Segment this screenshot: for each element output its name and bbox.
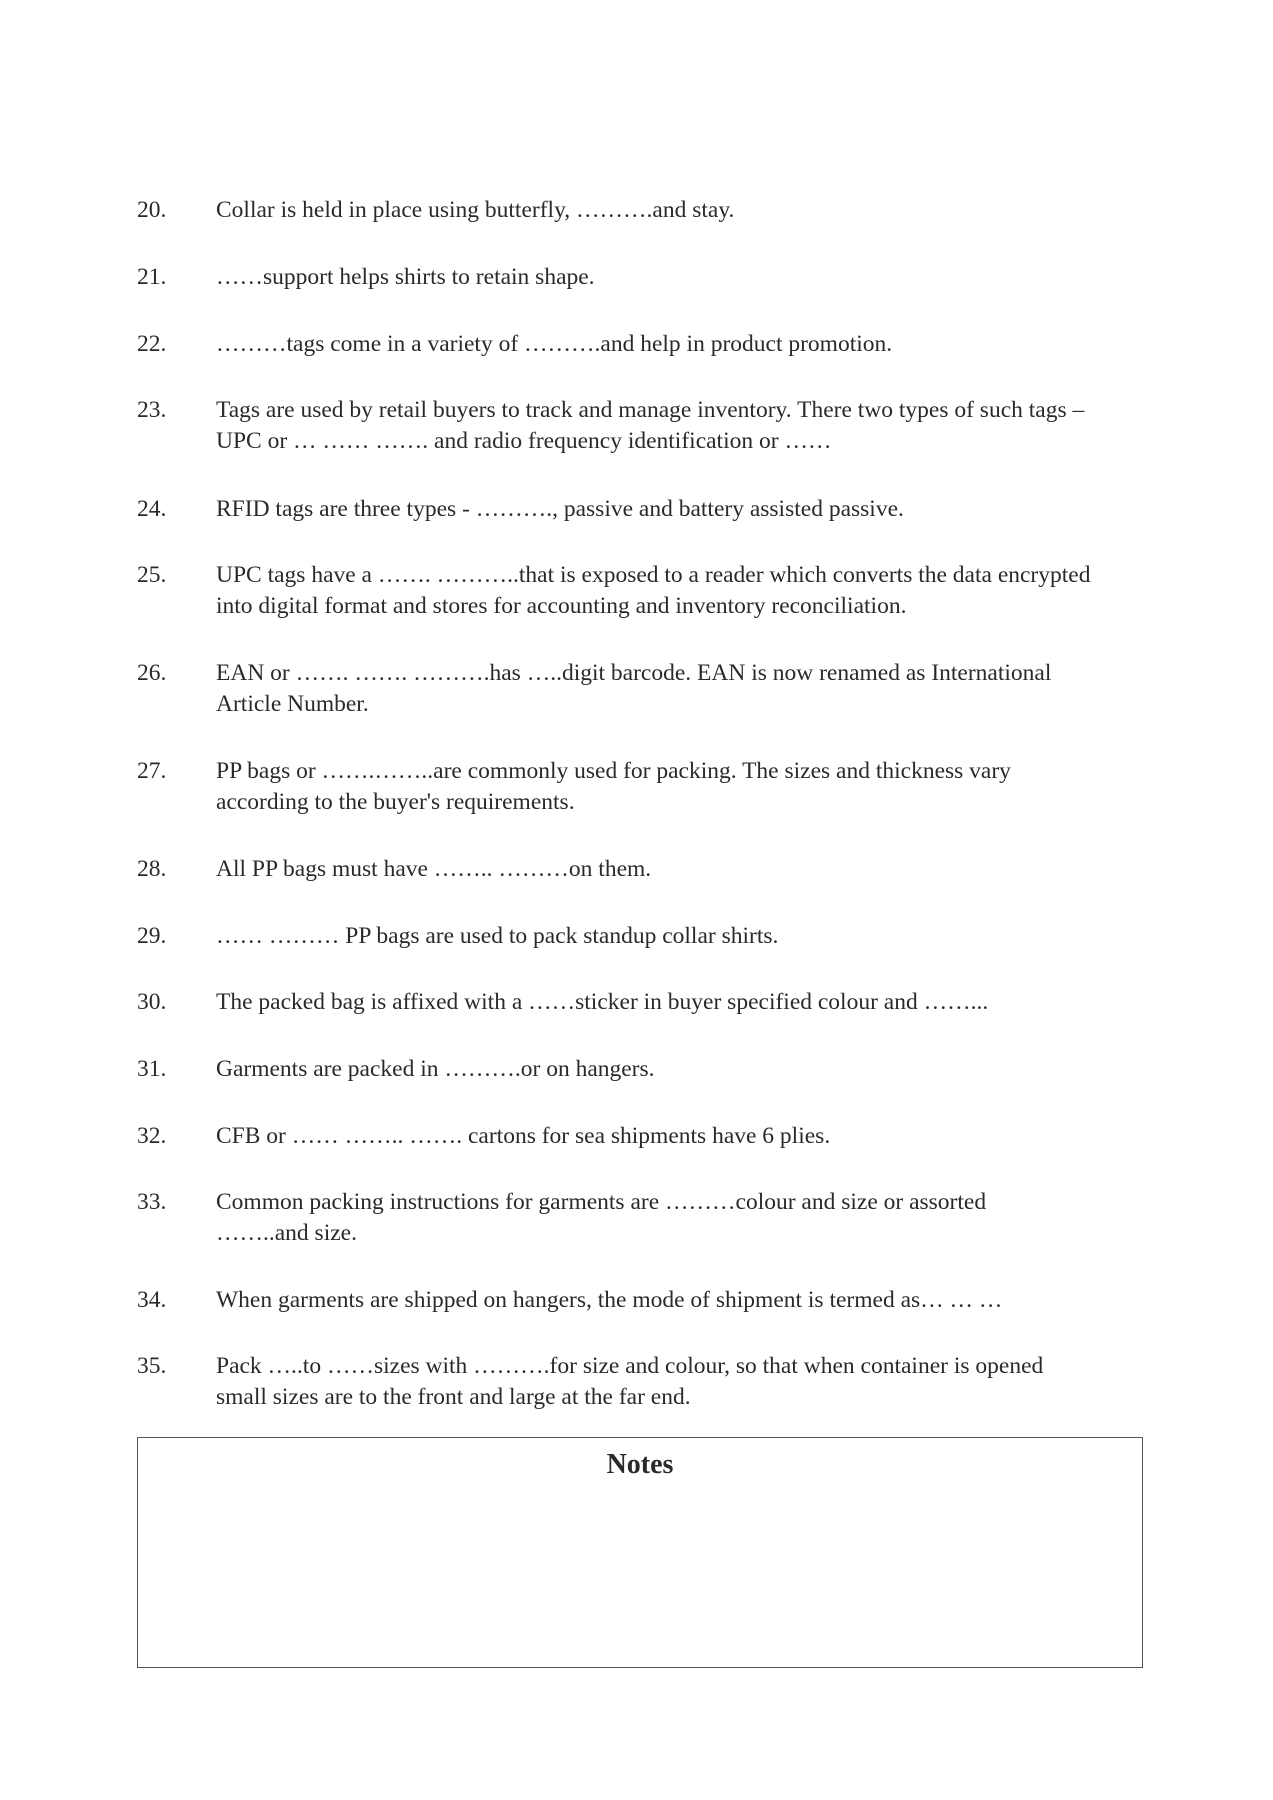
question-number: 35.: [137, 1353, 167, 1379]
question-text: Collar is held in place using butterfly, ……….and stay.: [216, 197, 735, 223]
question-number: 31.: [137, 1056, 167, 1082]
question-text: ………tags come in a variety of ……….and help in product promotion.: [216, 331, 893, 357]
question-number: 32.: [137, 1123, 167, 1149]
question-text: Common packing instructions for garments are ………colour and size or assorted ……..and size.: [216, 1189, 987, 1246]
question-text: RFID tags are three types - ………., passive and battery assisted passive.: [216, 496, 904, 522]
question-number: 29.: [137, 923, 167, 949]
question-text: Garments are packed in ……….or on hangers.: [216, 1056, 655, 1082]
question-number: 24.: [137, 496, 167, 522]
notes-box: [137, 1437, 1143, 1668]
question-number: 21.: [137, 264, 167, 290]
notes-title: Notes: [606, 1449, 674, 1480]
question-number: 30.: [137, 989, 167, 1015]
question-number: 33.: [137, 1189, 167, 1215]
question-text: All PP bags must have …….. ………on them.: [216, 856, 652, 882]
question-number: 25.: [137, 562, 167, 588]
question-text: …… ……… PP bags are used to pack standup collar shirts.: [216, 923, 779, 949]
question-number: 28.: [137, 856, 167, 882]
question-number: 34.: [137, 1287, 167, 1313]
question-number: 26.: [137, 660, 167, 686]
question-text: When garments are shipped on hangers, the mode of shipment is termed as… … …: [216, 1287, 1003, 1313]
question-text: The packed bag is affixed with a ……sticker in buyer specified colour and ……...: [216, 989, 989, 1015]
question-text: CFB or …… …….. ……. cartons for sea shipments have 6 plies.: [216, 1123, 831, 1149]
question-text: ……support helps shirts to retain shape.: [216, 264, 595, 290]
question-number: 22.: [137, 331, 167, 357]
question-number: 20.: [137, 197, 167, 223]
question-number: 27.: [137, 758, 167, 784]
question-text: Tags are used by retail buyers to track and manage inventory. There two types of such tags – UPC or … …… ……. and radio frequency identification or ……: [216, 397, 1085, 454]
question-text: EAN or ……. ……. ……….has …..digit barcode. EAN is now renamed as International Article Number.: [216, 660, 1052, 717]
question-text: UPC tags have a ……. ………..that is exposed to a reader which converts the data encrypted into digital format and stores for accounting and inventory reconciliation.: [216, 562, 1091, 619]
question-number: 23.: [137, 397, 167, 423]
question-text: Pack …..to ……sizes with ……….for size and colour, so that when container is opened small sizes are to the front and large at the far end.: [216, 1353, 1044, 1410]
question-text: PP bags or …….……..are commonly used for packing. The sizes and thickness vary according to the buyer's requirements.: [216, 758, 1011, 815]
